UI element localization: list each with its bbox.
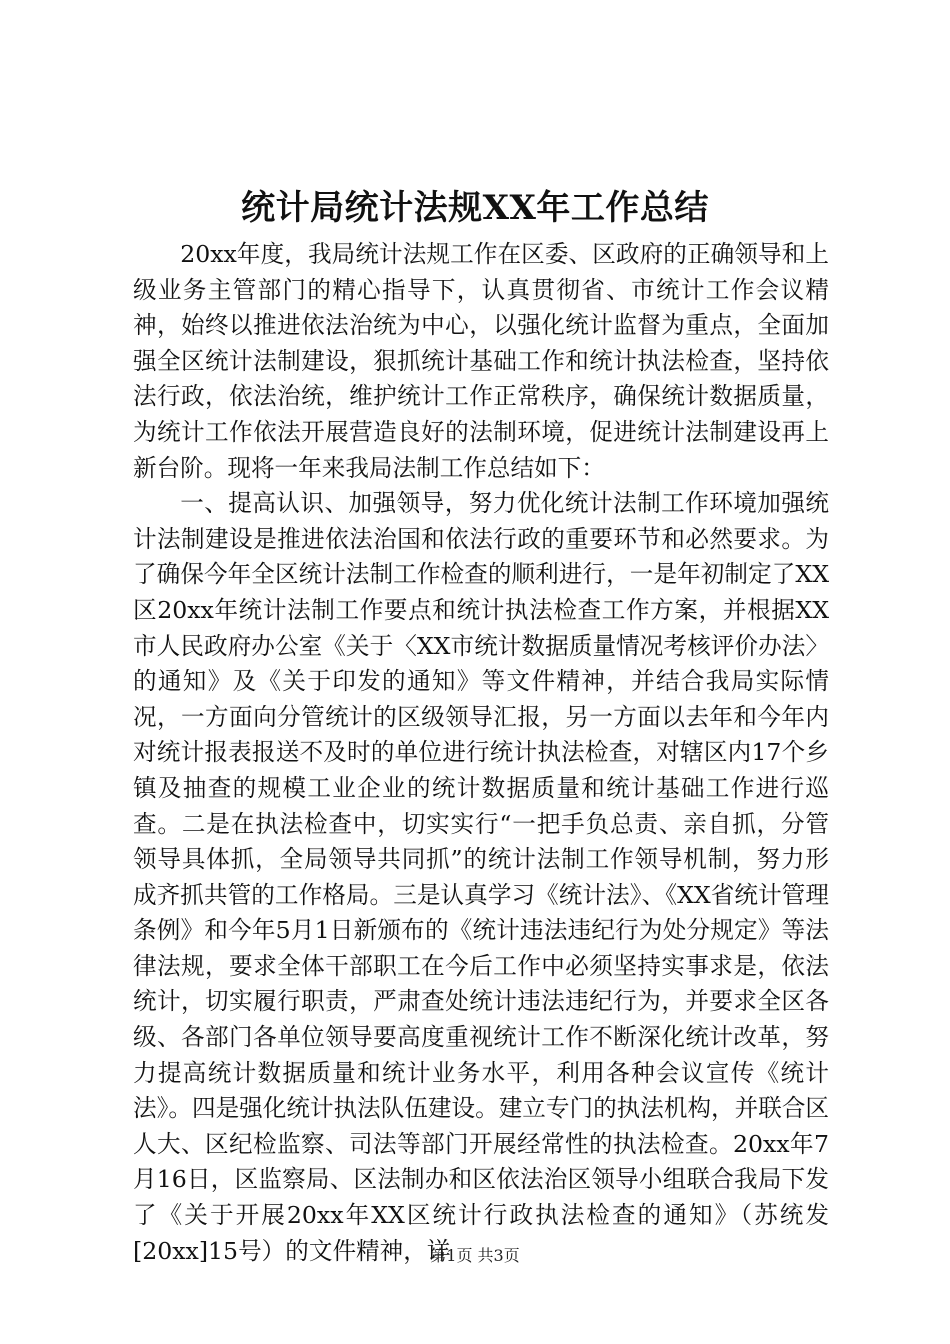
page-number-footer: 第1页 共3页 [430, 1246, 520, 1265]
paragraph-section-one: 一、提高认识、加强领导，努力优化统计法制工作环境加强统计法制建设是推进依法治国和依法行政的重要环节和必然要求。为了确保今年全区统计法制工作检查的顺利进行，一是年初制定了XX区20xx年统计法制工作要点和统计执法检查工作方案，并根据XX市人民政府办公室《关于〈XX市统计数据质量情况考核评价办法〉的通知》及《关于印发的通知》等文件精神，并结合我局实际情况，一方面向分管统计的区级领导汇报，另一方面以去年和今年内对统计报表报送不及时的单位进行统计执法检查，对辖区内17个乡镇及抽查的规模工业企业的统计数据质量和统计基础工作进行巡查。二是在执法检查中，切实实行“一把手负总责、亲自抓，分管领导具体抓，全局领导共同抓”的统计法制工作领导机制，努力形成齐抓共管的工作格局。三是认真学习《统计法》、《XX省统计管理条例》和今年5月1日新颁布的《统计违法违纪行为处分规定》等法律法规，要求全体干部职工在今后工作中必须坚持实事求是，依法统计，切实履行职责，严肃查处统计违法违纪行为，并要求全区各级、各部门各单位领导要高度重视统计工作不断深化统计改革，努力提高统计数据质量和统计业务水平，利用各种会议宣传《统计法》。四是强化统计执法队伍建设。建立专门的执法机构，并联合区人大、区纪检监察、司法等部门开展经常性的执法检查。20xx年7月16日，区监察局、区法制办和区依法治区领导小组联合我局下发了《关于开展20xx年XX区统计行政执法检查的通知》（苏统发[20xx]15号）的文件精神，详 [133, 489, 830, 1265]
document-title: 统计局统计法规XX年工作总结 [241, 188, 709, 228]
document-body [133, 237, 829, 1269]
paragraph-intro: 20xx年度，我局统计法规工作在区委、区政府的正确领导和上级业务主管部门的精心指导下，认真贯彻省、市统计工作会议精神，始终以推进依法治统为中心，以强化统计监督为重点，全面加强全区统计法制建设，狠抓统计基础工作和统计执法检查，坚持依法行政，依法治统，维护统计工作正常秩序，确保统计数据质量，为统计工作依法开展营造良好的法制环境，促进统计法制建设再上新台阶。现将一年来我局法制工作总结如下： [133, 240, 829, 482]
